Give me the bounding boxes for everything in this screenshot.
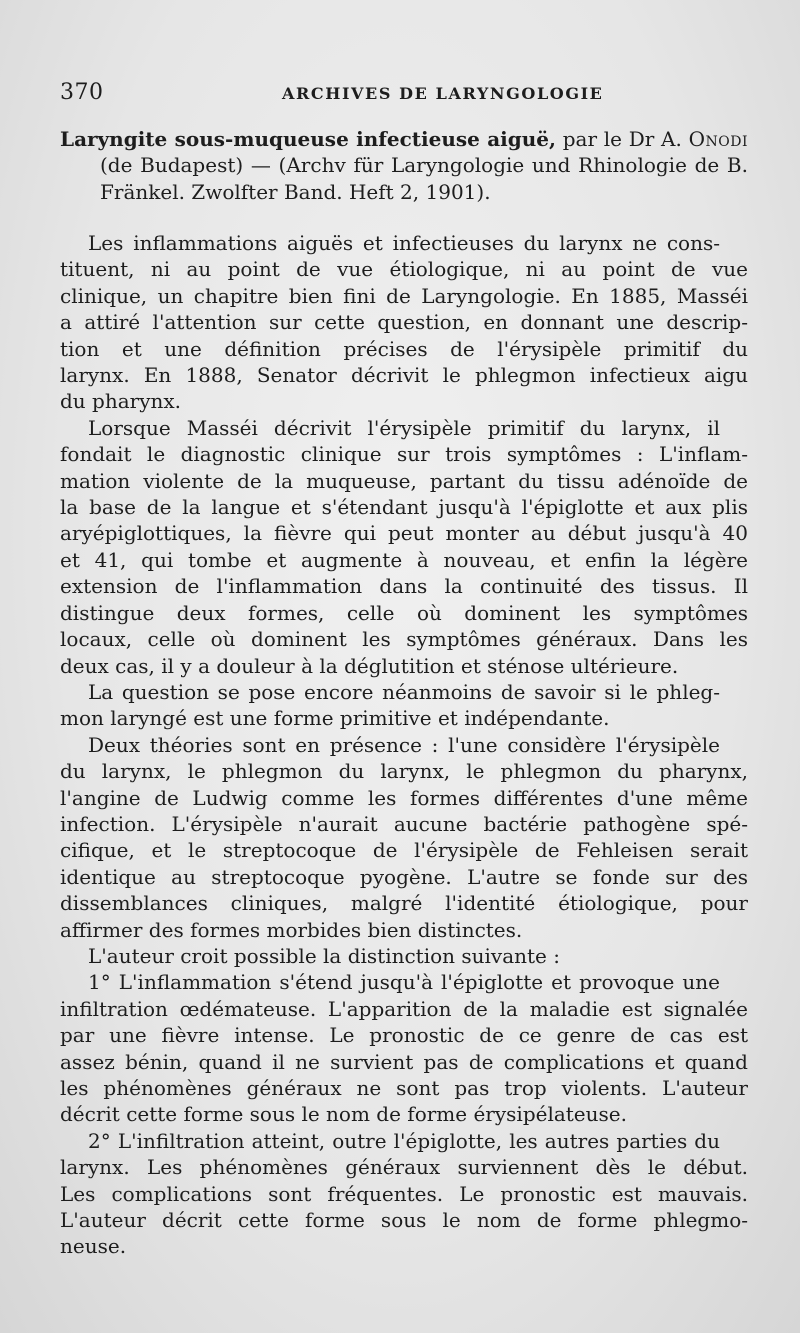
- text-line: L'auteur croit possible la distinction suivante :: [88, 943, 560, 968]
- text-line: l'angine de Ludwig comme les formes différentes d'une même: [60, 785, 748, 810]
- entry-citation: (de Budapest) — (Archv für Laryngologie und Rhinologie de B. Fränkel. Zwolfter Band. Heft 2, 1901).: [100, 153, 748, 204]
- entry-heading: [60, 126, 748, 206]
- entry-title: Laryngite sous-muqueuse infectieuse aiguë,: [60, 127, 556, 151]
- text-line: 2° L'infiltration atteint, outre l'épiglotte, les autres parties du: [88, 1128, 720, 1153]
- text-line: mon laryngé est une forme primitive et indépendante.: [60, 706, 610, 731]
- text-line: par une fièvre intense. Le pronostic de ce genre de cas est: [60, 1023, 748, 1048]
- text-line: infection. L'érysipèle n'aurait aucune bactérie pathogène spé-: [60, 811, 748, 836]
- paragraph: [60, 230, 748, 415]
- text-line: du larynx, le phlegmon du larynx, le phlegmon du pharynx,: [60, 759, 748, 784]
- text-line: fondait le diagnostic clinique sur trois symptômes : L'inflam-: [60, 442, 748, 467]
- text-line: neuse.: [60, 1234, 127, 1259]
- text-line: extension de l'inflammation dans la continuité des tissus. Il: [60, 574, 748, 599]
- page-header: [60, 80, 740, 110]
- running-title: ARCHIVES DE LARYNGOLOGIE: [282, 84, 604, 103]
- text-line: identique au streptocoque pyogène. L'autre se fonde sur des: [60, 864, 748, 889]
- paragraph-list: [60, 230, 748, 1260]
- text-line: L'auteur décrit cette forme sous le nom de forme phlegmo-: [60, 1208, 748, 1233]
- text-line: Les complications sont fréquentes. Le pronostic est mauvais.: [60, 1181, 748, 1206]
- text-line: cifique, et le streptocoque de l'érysipèle de Fehleisen serait: [60, 838, 748, 863]
- text-line: locaux, celle où dominent les symptômes généraux. Dans les: [60, 627, 748, 652]
- text-line: infiltration œdémateuse. L'apparition de la maladie est signalée: [60, 996, 748, 1021]
- paragraph: [60, 415, 748, 679]
- page-number: 370: [60, 80, 104, 105]
- paragraph: [60, 943, 748, 969]
- paragraph: [60, 1128, 748, 1260]
- text-line: deux cas, il y a douleur à la déglutition et sténose ultérieure.: [60, 653, 679, 678]
- article-body: [60, 126, 748, 1260]
- entry-author-name: Onodi: [688, 127, 748, 151]
- section-gap: [60, 206, 748, 230]
- text-line: les phénomènes généraux ne sont pas trop violents. L'auteur: [60, 1076, 748, 1100]
- text-line: Les inflammations aiguës et infectieuses du larynx ne cons-: [88, 231, 720, 255]
- text-line: assez bénin, quand il ne survient pas de complications et quand: [60, 1049, 748, 1074]
- text-line: larynx. En 1888, Senator décrivit le phlegmon infectieux aigu: [60, 363, 748, 388]
- text-line: dissemblances cliniques, malgré l'identité étiologique, pour: [60, 891, 748, 916]
- paragraph: [60, 969, 748, 1127]
- text-line: 1° L'inflammation s'étend jusqu'à l'épiglotte et provoque une: [88, 970, 720, 995]
- text-line: la base de la langue et s'étendant jusqu'à l'épiglotte et aux plis: [60, 495, 748, 520]
- text-line: décrit cette forme sous le nom de forme érysipélateuse.: [60, 1102, 627, 1127]
- text-line: mation violente de la muqueuse, partant du tissu adénoïde de: [60, 468, 748, 493]
- text-line: affirmer des formes morbides bien distinctes.: [60, 917, 523, 942]
- text-line: La question se pose encore néanmoins de savoir si le phleg-: [88, 679, 720, 704]
- text-line: distingue deux formes, celle où dominent les symptômes: [60, 600, 748, 625]
- text-line: et 41, qui tombe et augmente à nouveau, et enfin la légère: [60, 547, 748, 572]
- text-line: Lorsque Masséi décrivit l'érysipèle primitif du larynx, il: [88, 415, 720, 440]
- text-line: Deux théories sont en présence : l'une considère l'érysipèle: [88, 732, 720, 757]
- text-line: tituent, ni au point de vue étiologique, ni au point de vue: [60, 257, 748, 282]
- text-line: clinique, un chapitre bien fini de Laryngologie. En 1885, Masséi: [60, 283, 748, 308]
- text-line: larynx. Les phénomènes généraux surviennent dès le début.: [60, 1155, 748, 1180]
- paragraph: [60, 732, 748, 943]
- text-line: tion et une définition précises de l'érysipèle primitif du: [60, 336, 748, 361]
- paragraph: [60, 679, 748, 732]
- text-line: du pharynx.: [60, 389, 182, 414]
- text-line: a attiré l'attention sur cette question, en donnant une descrip-: [60, 310, 748, 335]
- text-line: aryépiglottiques, la fièvre qui peut monter au début jusqu'à 40: [60, 521, 748, 546]
- entry-author-intro: par le Dr A.: [555, 127, 689, 151]
